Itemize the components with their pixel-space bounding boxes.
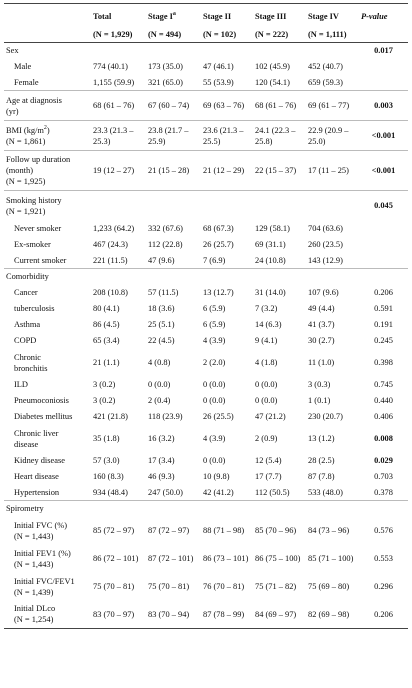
cell-total: 1,155 (59.9) <box>93 77 135 87</box>
cell-stage-1: 247 (50.0) <box>148 487 183 497</box>
cell-stage-4: 82 (69 – 98) <box>306 601 359 629</box>
cell-total: 467 (24.3) <box>93 240 128 249</box>
p-value: 0.745 <box>374 380 393 389</box>
p-value: 0.406 <box>374 412 393 421</box>
cell-stage-1: 173 (35.0) <box>148 62 183 71</box>
cell-stage-1: 22 (4.5) <box>148 336 175 345</box>
p-value: 0.245 <box>374 336 393 345</box>
p-value: 0.191 <box>374 320 393 329</box>
cell-stage-3: 24.1 (22.3 – 25.8) <box>253 121 306 151</box>
cell-stage-3: 75 (71 – 82) <box>255 582 297 591</box>
cell-stage-2: 6 (5.9) <box>203 320 226 329</box>
cell-stage-1: 25 (5.1) <box>148 320 175 329</box>
row-label: Asthma <box>14 320 41 329</box>
p-value: 0.398 <box>374 358 393 367</box>
table-row <box>4 237 408 253</box>
cell-stage-1: 112 (22.8) <box>148 240 183 249</box>
table-row <box>4 485 408 501</box>
row-label: Smoking history (N = 1,921) <box>4 191 91 221</box>
table-row <box>4 501 408 517</box>
table-row <box>4 191 408 221</box>
cell-stage-4: 533 (48.0) <box>308 487 343 497</box>
cell-total: 934 (48.4) <box>93 487 128 497</box>
cell-stage-2: 7 (6.9) <box>203 255 226 265</box>
table-row <box>4 425 408 453</box>
cell-stage-1: 4 (0.8) <box>148 358 171 367</box>
cell-total: 774 (40.1) <box>93 62 128 71</box>
row-label: Heart disease <box>14 472 59 481</box>
cell-stage-4: 30 (2.7) <box>308 336 335 345</box>
row-label: Chronic liver disease <box>14 428 59 449</box>
cell-stage-1: 87 (72 – 97) <box>148 526 190 535</box>
table-row <box>4 393 408 409</box>
p-value: <0.001 <box>359 121 408 151</box>
row-label: Age at diagnosis (yr) <box>4 91 91 121</box>
cell-stage-4: 22.9 (20.9 – 25.0) <box>306 121 359 151</box>
cell-stage-2: 26 (25.7) <box>203 240 234 249</box>
p-value: 0.045 <box>359 191 408 221</box>
cell-total: 85 (72 – 97) <box>93 526 135 535</box>
row-label: Sex <box>4 43 91 59</box>
cell-stage-4: 69 (61 – 77) <box>306 91 359 121</box>
cell-total: 160 (8.3) <box>93 472 124 481</box>
cell-total: 80 (4.1) <box>93 304 120 313</box>
cell-total: 57 (3.0) <box>93 456 120 465</box>
cell-stage-4: 260 (23.5) <box>308 240 343 249</box>
p-value: 0.378 <box>374 487 393 497</box>
cell-total: 21 (1.1) <box>93 358 120 367</box>
row-label: Initial FVC/FEV1 (N = 1,439) <box>14 576 75 597</box>
p-value: 0.206 <box>359 601 408 629</box>
row-label: Never smoker <box>14 224 62 233</box>
row-label: BMI $(kg/m^2)$ (N = 1,861) <box>4 121 91 151</box>
cell-stage-1: 332 (67.6) <box>148 224 183 233</box>
cell-total: 421 (21.8) <box>93 412 128 421</box>
cell-stage-3: 4 (1.8) <box>255 358 278 367</box>
cell-stage-1: 2 (0.4) <box>148 396 171 405</box>
row-label: Follow up duration (month) (N = 1,925) <box>4 151 91 191</box>
cell-stage-3: 12 (5.4) <box>255 456 282 465</box>
cell-stage-4: 17 (11 – 25) <box>306 151 359 191</box>
header-n-row <box>4 26 408 43</box>
cell-total: 3 (0.2) <box>93 396 116 405</box>
row-label: Pneumoconiosis <box>14 396 69 405</box>
p-value: 0.703 <box>374 472 393 481</box>
table-page <box>0 3 412 688</box>
cell-stage-1: 18 (3.6) <box>148 304 175 313</box>
row-label: Diabetes mellitus <box>14 412 73 421</box>
cell-stage-1: 75 (70 – 81) <box>148 582 190 591</box>
table-row <box>4 221 408 237</box>
cell-stage-2: 6 (5.9) <box>203 304 226 313</box>
cell-stage-3: 2 (0.9) <box>255 434 278 443</box>
table-row <box>4 349 408 377</box>
cell-stage-4: 143 (12.9) <box>308 255 343 265</box>
cell-stage-3: 14 (6.3) <box>255 320 282 329</box>
header-p-value: P-value <box>359 4 408 27</box>
table-row <box>4 43 408 59</box>
header-stage-4: Stage IV <box>306 4 359 27</box>
cell-stage-1: 0 (0.0) <box>148 380 171 389</box>
header-total: Total <box>91 4 146 27</box>
cell-stage-2: 2 (2.0) <box>203 358 226 367</box>
cell-stage-3: 129 (58.1) <box>255 224 290 233</box>
p-value: 0.296 <box>374 582 393 591</box>
cell-stage-4: 28 (2.5) <box>308 456 335 465</box>
table-row <box>4 269 408 285</box>
n-stage-4: (N = 1,111) <box>306 26 359 43</box>
cell-stage-2: 0 (0.0) <box>203 396 226 405</box>
cell-stage-1: 321 (65.0) <box>148 77 183 87</box>
cell-stage-1: 57 (11.5) <box>148 288 179 297</box>
cell-total: 35 (1.8) <box>93 434 120 443</box>
table-row <box>4 75 408 91</box>
cell-stage-4: 452 (40.7) <box>308 62 343 71</box>
cell-total: 68 (61 – 76) <box>91 91 146 121</box>
cell-stage-4: 87 (7.8) <box>308 472 335 481</box>
cell-stage-2: 69 (63 – 76) <box>201 91 253 121</box>
table-row <box>4 545 408 573</box>
cell-stage-4: 1 (0.1) <box>308 396 331 405</box>
cell-stage-4: 3 (0.3) <box>308 380 331 389</box>
n-stage-1: (N = 494) <box>146 26 201 43</box>
p-value: 0.029 <box>374 456 393 465</box>
cell-stage-2: 55 (53.9) <box>203 77 234 87</box>
cell-stage-2: 23.6 (21.3 – 25.5) <box>201 121 253 151</box>
cell-total: 75 (70 – 81) <box>93 582 135 591</box>
table-row <box>4 301 408 317</box>
row-label: Initial DLco (N = 1,254) <box>4 601 91 629</box>
p-value: 0.553 <box>374 554 393 563</box>
cell-total: 208 (10.8) <box>93 288 128 297</box>
n-stage-2: (N = 102) <box>201 26 253 43</box>
cell-stage-1: 17 (3.4) <box>148 456 175 465</box>
row-label: Hypertension <box>14 487 60 497</box>
cell-total: 86 (72 – 101) <box>93 554 139 563</box>
cell-stage-1: 23.8 (21.7 – 25.9) <box>146 121 201 151</box>
cell-stage-1: 83 (70 – 94) <box>146 601 201 629</box>
table-row <box>4 453 408 469</box>
row-label: COPD <box>14 336 37 345</box>
cell-total: 65 (3.4) <box>93 336 120 345</box>
row-label: Kidney disease <box>14 456 65 465</box>
cell-stage-3: 69 (31.1) <box>255 240 286 249</box>
cell-stage-2: 4 (3.9) <box>203 336 226 345</box>
cell-stage-2: 76 (70 – 81) <box>203 582 245 591</box>
table-row <box>4 317 408 333</box>
cell-stage-3: 0 (0.0) <box>255 396 278 405</box>
cell-stage-4: 85 (71 – 100) <box>308 554 354 563</box>
n-total: (N = 1,929) <box>91 26 146 43</box>
p-value: <0.001 <box>359 151 408 191</box>
cell-stage-4: 107 (9.6) <box>308 288 339 297</box>
cell-stage-4: 659 (59.3) <box>308 77 343 87</box>
table-row <box>4 121 408 151</box>
cell-stage-3: 17 (7.7) <box>255 472 282 481</box>
row-label: Initial FEV1 (%) (N = 1,443) <box>14 548 71 569</box>
cell-stage-3: 68 (61 – 76) <box>253 91 306 121</box>
row-label: Current smoker <box>14 255 67 265</box>
cell-stage-3: 120 (54.1) <box>255 77 290 87</box>
cell-stage-2: 87 (78 – 99) <box>201 601 253 629</box>
cell-stage-4: 230 (20.7) <box>308 412 343 421</box>
row-label: Female <box>14 77 39 87</box>
cell-stage-2: 13 (12.7) <box>203 288 234 297</box>
cell-stage-1: 87 (72 – 101) <box>148 554 194 563</box>
row-label: Male <box>14 62 32 71</box>
p-value: 0.003 <box>359 91 408 121</box>
header-stage-3: Stage III <box>253 4 306 27</box>
row-label: Chronic bronchitis <box>14 352 48 373</box>
header-stage-2: Stage II <box>201 4 253 27</box>
row-label: Spirometry <box>4 501 91 517</box>
p-value: 0.008 <box>374 434 393 443</box>
table-row <box>4 377 408 393</box>
table-row <box>4 285 408 301</box>
cell-stage-2: 68 (67.3) <box>203 224 234 233</box>
cell-total: 3 (0.2) <box>93 380 116 389</box>
table-row <box>4 601 408 629</box>
table-row <box>4 91 408 121</box>
table-row <box>4 573 408 601</box>
row-label: Cancer <box>14 288 38 297</box>
cell-stage-1: 47 (9.6) <box>148 255 175 265</box>
cell-stage-1: 118 (23.9) <box>148 412 183 421</box>
cell-stage-4: 49 (4.4) <box>308 304 335 313</box>
header-stage-1: Stage $I^a$ <box>146 4 201 27</box>
cell-stage-2: 26 (25.5) <box>203 412 234 421</box>
characteristics-table <box>4 3 408 629</box>
cell-stage-3: 102 (45.9) <box>255 62 290 71</box>
cell-total: 221 (11.5) <box>93 255 128 265</box>
table-row <box>4 469 408 485</box>
p-value: 0.206 <box>374 288 393 297</box>
table-row <box>4 253 408 269</box>
cell-stage-2: 10 (9.8) <box>203 472 230 481</box>
cell-stage-2: 21 (12 – 29) <box>201 151 253 191</box>
cell-stage-3: 47 (21.2) <box>255 412 286 421</box>
cell-stage-3: 84 (69 – 97) <box>253 601 306 629</box>
header-blank <box>4 4 91 27</box>
cell-total: 19 (12 – 27) <box>91 151 146 191</box>
row-label: ILD <box>14 380 28 389</box>
cell-stage-3: 0 (0.0) <box>255 380 278 389</box>
cell-stage-2: 42 (41.2) <box>203 487 234 497</box>
cell-stage-4: 704 (63.6) <box>308 224 343 233</box>
cell-stage-1: 67 (60 – 74) <box>146 91 201 121</box>
cell-stage-3: 22 (15 – 37) <box>253 151 306 191</box>
cell-stage-2: 86 (73 – 101) <box>203 554 249 563</box>
cell-stage-2: 0 (0.0) <box>203 380 226 389</box>
header-row <box>4 4 408 27</box>
cell-stage-1: 16 (3.2) <box>148 434 175 443</box>
row-label: tuberculosis <box>14 304 55 313</box>
cell-stage-4: 75 (69 – 80) <box>308 582 350 591</box>
cell-stage-2: 47 (46.1) <box>203 62 234 71</box>
cell-total: 1,233 (64.2) <box>93 224 135 233</box>
p-value: 0.440 <box>374 396 393 405</box>
cell-stage-1: 46 (9.3) <box>148 472 175 481</box>
cell-stage-4: 41 (3.7) <box>308 320 335 329</box>
cell-stage-3: 85 (70 – 96) <box>255 526 297 535</box>
cell-stage-3: 31 (14.0) <box>255 288 286 297</box>
cell-stage-3: 7 (3.2) <box>255 304 278 313</box>
p-value: 0.591 <box>374 304 393 313</box>
cell-stage-3: 86 (75 – 100) <box>255 554 301 563</box>
table-row <box>4 333 408 349</box>
cell-stage-1: 21 (15 – 28) <box>146 151 201 191</box>
cell-stage-2: 0 (0.0) <box>203 456 226 465</box>
n-stage-3: (N = 222) <box>253 26 306 43</box>
cell-stage-4: 11 (1.0) <box>308 358 335 367</box>
cell-stage-2: 88 (71 – 98) <box>203 526 245 535</box>
p-value: 0.017 <box>359 43 408 59</box>
cell-stage-3: 24 (10.8) <box>255 255 286 265</box>
table-row <box>4 409 408 425</box>
row-label: Ex-smoker <box>14 240 51 249</box>
row-label: Initial FVC (%) (N = 1,443) <box>14 520 68 541</box>
cell-total: 86 (4.5) <box>93 320 120 329</box>
table-row <box>4 59 408 75</box>
table-row <box>4 151 408 191</box>
cell-total: 23.3 (21.3 – 25.3) <box>91 121 146 151</box>
cell-total: 83 (70 – 97) <box>91 601 146 629</box>
cell-stage-4: 84 (73 – 96) <box>308 526 350 535</box>
p-value: 0.576 <box>374 526 393 535</box>
cell-stage-3: 112 (50.5) <box>255 487 290 497</box>
row-label: Comorbidity <box>4 269 91 285</box>
cell-stage-2: 4 (3.9) <box>203 434 226 443</box>
cell-stage-4: 13 (1.2) <box>308 434 335 443</box>
cell-stage-3: 9 (4.1) <box>255 336 278 345</box>
table-row <box>4 517 408 545</box>
